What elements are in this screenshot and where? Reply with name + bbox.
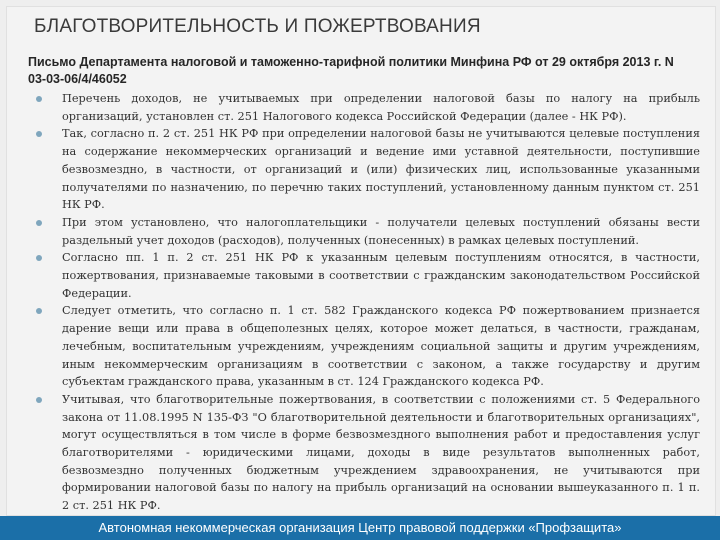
list-item-text: Так, согласно п. 2 ст. 251 НК РФ при определении налоговой базы не учитываются целевые поступления на содержание некоммерческих организаций и ведение ими уставной деятельности, поступившие безвозмездно, в частности, от организаций и (или) физических лиц, использованные указанными получателями по назначению, по перечню таких поступлений, установленному данным пунктом ст. 251 НК РФ. xyxy=(62,127,700,212)
bullet-dot-icon xyxy=(36,397,42,403)
list-item-text: Согласно пп. 1 п. 2 ст. 251 НК РФ к указанным целевым поступлениям относятся, в частности, пожертвования, признаваемые таковыми в соответствии с гражданским законодательством Российской Федерации. xyxy=(62,251,700,300)
list-item xyxy=(28,90,700,125)
list-item xyxy=(28,125,700,214)
list-item xyxy=(28,214,700,249)
bullet-dot-icon xyxy=(36,220,42,226)
bullet-dot-icon xyxy=(36,308,42,314)
list-item-text: Перечень доходов, не учитываемых при определении налоговой базы по налогу на прибыль организаций, установлен ст. 251 Налогового кодекса Российской Федерации (далее - НК РФ). xyxy=(62,92,700,123)
list-item-text: При этом установлено, что налогоплательщики - получатели целевых поступлений обязаны вести раздельный учет доходов (расходов), полученных (понесенных) в рамках целевых поступлений. xyxy=(62,215,700,247)
bullet-dot-icon xyxy=(36,96,42,102)
bullet-dot-icon xyxy=(36,131,42,137)
document-reference: Письмо Департамента налоговой и таможенно-тарифной политики Минфина РФ от 29 октября 2013 г. N 03-03-06/4/46052 xyxy=(28,55,674,86)
footer-banner: Автономная некоммерческая организация Центр правовой поддержки «Профзащита» xyxy=(0,516,720,540)
list-item-text: Учитывая, что благотворительные пожертвования, в соответствии с положениями ст. 5 Федерального закона от 11.08.1995 N 135-ФЗ "О благотворительной деятельности и благотворительных организациях", могут осуществляться в том числе в форме безвозмездного выполнения работ и предоставления услуг благотворителями - юридическими лицами, доходы в виде результатов выполненных работ, безвозмездно полученных бюджетным учреждением здравоохранения, не учитываются при формировании налоговой базы по налогу на прибыль организаций на основании вышеуказанного п. 1 п. 2 ст. 251 НК РФ. xyxy=(62,392,700,513)
list-item xyxy=(28,249,700,302)
bullet-dot-icon xyxy=(36,255,42,261)
bullet-list xyxy=(28,90,700,515)
list-item xyxy=(28,302,700,391)
list-item-text: Следует отметить, что согласно п. 1 ст. 582 Гражданского кодекса РФ пожертвованием признается дарение вещи или права в общеполезных целях, которое может делаться, в частности, гражданам, лечебным, воспитательным учреждениям, учреждениям социальной защиты и другим учреждениям, иным некоммерческим организациям в соответствии с законом, а также государству и другим субъектам гражданского права, указанным в ст. 124 Гражданского кодекса РФ. xyxy=(62,304,700,389)
slide-title: БЛАГОТВОРИТЕЛЬНОСТЬ И ПОЖЕРТВОВАНИЯ xyxy=(34,16,481,37)
list-item xyxy=(28,391,700,515)
